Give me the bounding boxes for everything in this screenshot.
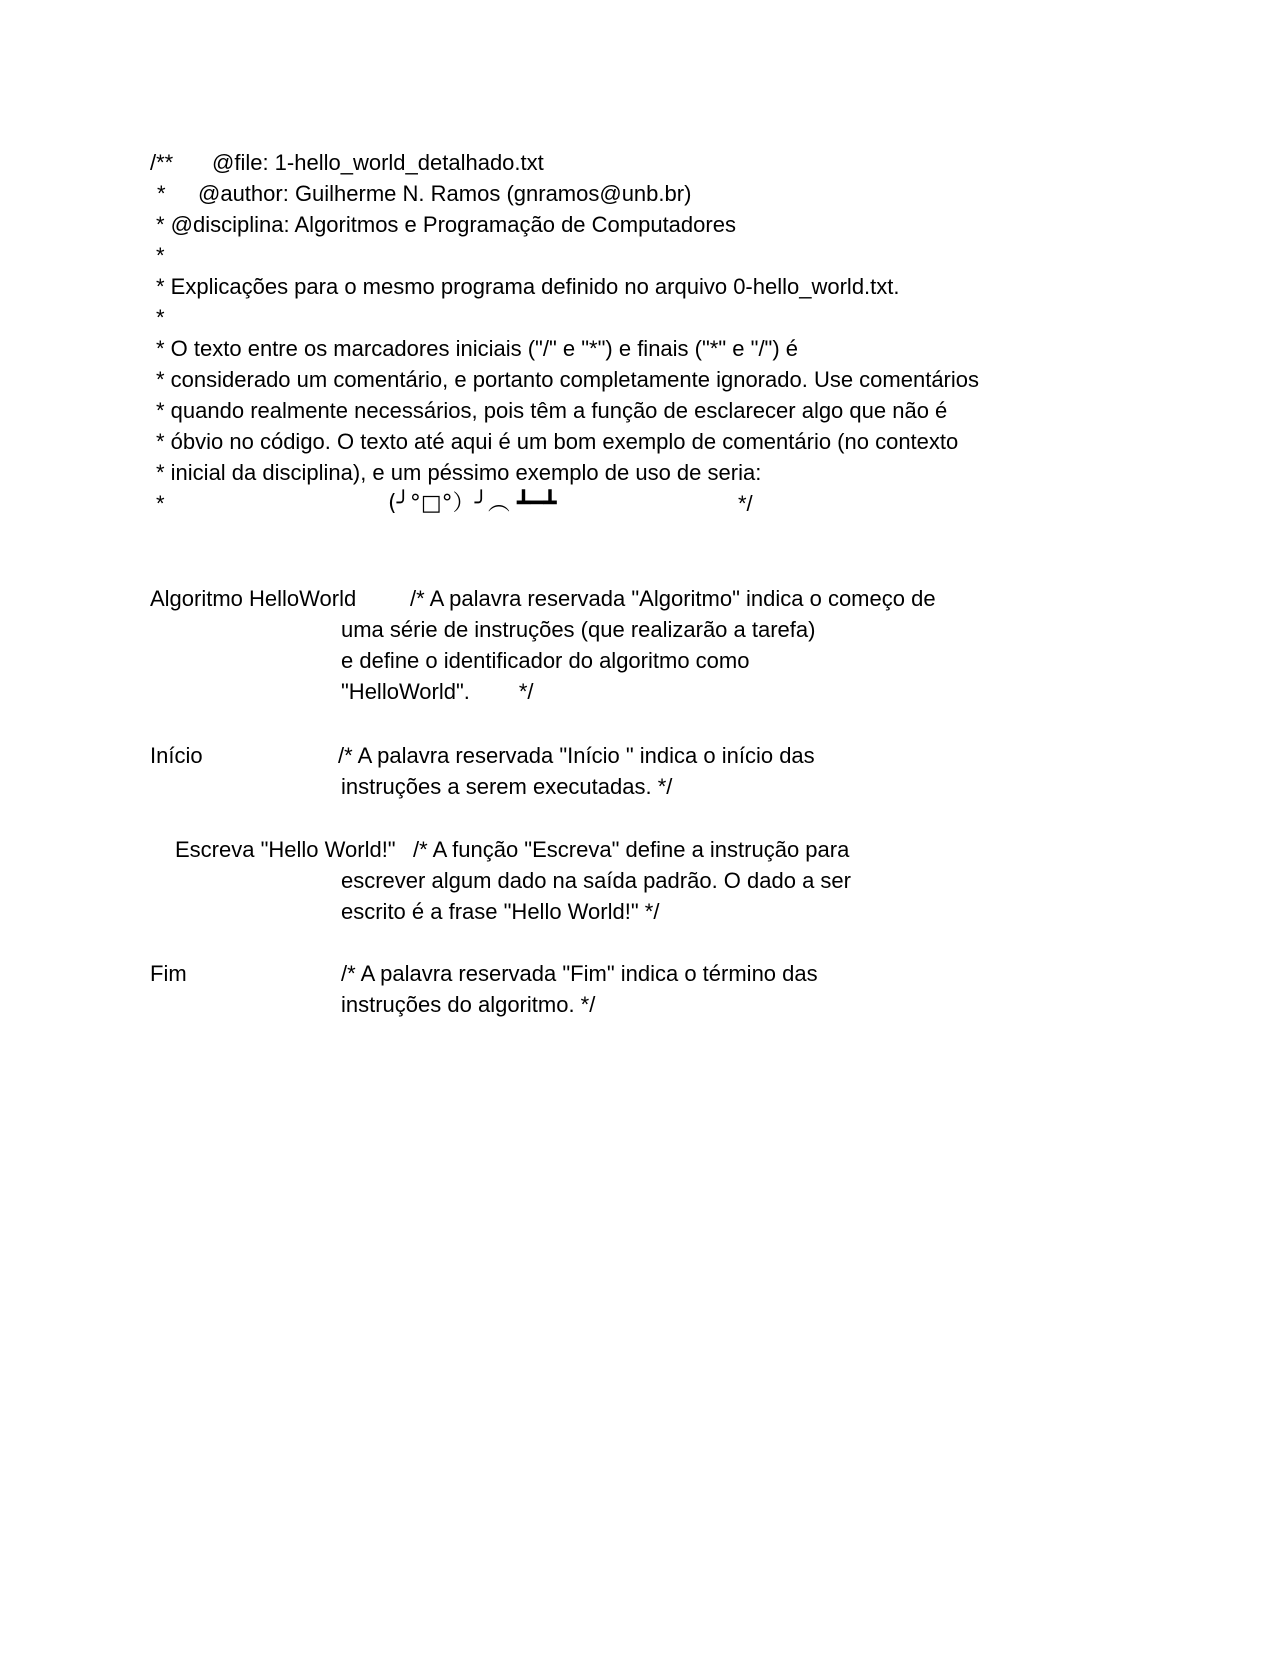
- algoritmo-code: Algoritmo HelloWorld: [150, 586, 357, 611]
- escreva-comment-line: escrever algum dado na saída padrão. O dado a ser: [341, 868, 851, 893]
- comment-close-marker: */: [738, 491, 753, 516]
- escreva-comment-line: escrito é a frase "Hello World!" */: [341, 899, 660, 924]
- comment-star: *: [156, 243, 165, 268]
- comment-text-line: * óbvio no código. O texto até aqui é um bom exemplo de comentário (no contexto: [156, 429, 959, 454]
- comment-star: *: [157, 181, 166, 206]
- inicio-comment-line: /* A palavra reservada "Início " indica o início das: [338, 743, 815, 768]
- fim-comment-line: /* A palavra reservada "Fim" indica o término das: [341, 961, 818, 986]
- explanation-line: * Explicações para o mesmo programa definido no arquivo 0-hello_world.txt.: [156, 274, 900, 299]
- author-line: @author: Guilherme N. Ramos (gnramos@unb.br): [198, 181, 692, 206]
- escreva-code: Escreva "Hello World!": [175, 837, 396, 862]
- inicio-comment-line: instruções a serem executadas. */: [341, 774, 673, 799]
- algoritmo-comment-line: uma série de instruções (que realizarão a tarefa): [341, 617, 816, 642]
- escreva-comment-line: /* A função "Escreva" define a instrução para: [413, 837, 850, 862]
- fim-code: Fim: [150, 961, 187, 986]
- comment-text-line: * considerado um comentário, e portanto completamente ignorado. Use comentários: [156, 367, 980, 392]
- comment-open-marker: /**: [150, 150, 174, 175]
- comment-text-line: * quando realmente necessários, pois têm a função de esclarecer algo que não é: [156, 398, 948, 423]
- comment-star: *: [156, 491, 165, 516]
- comment-star: *: [156, 305, 165, 330]
- comment-text-line: * O texto entre os marcadores iniciais ("/" e "*") e finais ("*" e "/") é: [156, 336, 799, 361]
- file-line: @file: 1-hello_world_detalhado.txt: [212, 150, 544, 175]
- table-flip-kaomoji: (╯°□°）╯︵ ┻━┻: [388, 491, 557, 516]
- comment-text-line: * inicial da disciplina), e um péssimo exemplo de uso de seria:: [156, 460, 762, 485]
- fim-comment-line: instruções do algoritmo. */: [341, 992, 596, 1017]
- disciplina-line: * @disciplina: Algoritmos e Programação de Computadores: [156, 212, 736, 237]
- algoritmo-comment-line: "HelloWorld". */: [341, 679, 534, 704]
- algoritmo-comment-line: /* A palavra reservada "Algoritmo" indica o começo de: [410, 586, 936, 611]
- inicio-code: Início: [150, 743, 203, 768]
- algoritmo-comment-line: e define o identificador do algoritmo como: [341, 648, 750, 673]
